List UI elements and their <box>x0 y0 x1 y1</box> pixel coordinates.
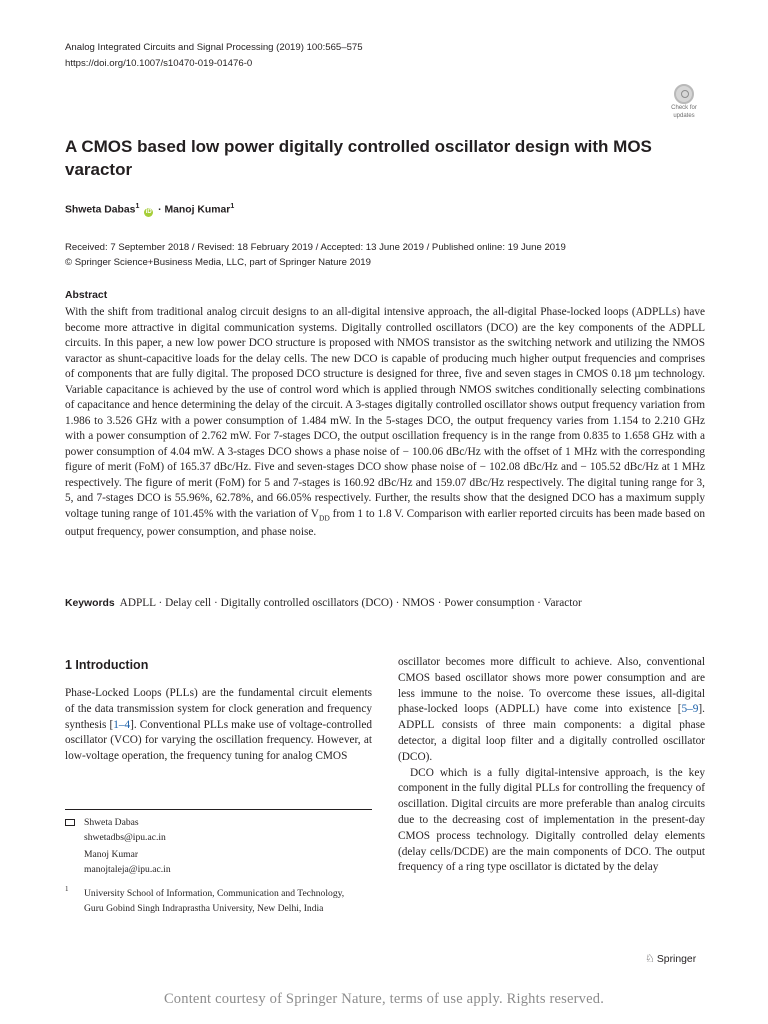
footnote-rule <box>65 809 372 810</box>
paper-title: A CMOS based low power digitally controlled oscillator design with MOS varactor <box>65 137 652 179</box>
author-separator: · <box>158 204 162 216</box>
paragraph-text: ]. ADPLL consists of three main components: a digital phase detector, a digital loop filter and a digitally controlled oscillator (DCO). <box>398 703 705 763</box>
article-history <box>65 240 566 270</box>
abstract-heading: Abstract <box>65 290 108 301</box>
citation-link[interactable]: 1–4 <box>113 718 131 731</box>
author-affil-sup: 1 <box>230 203 235 210</box>
envelope-icon <box>65 819 75 826</box>
intro-paragraph: DCO which is a fully digital-intensive approach, is the key component in the fully digital PLLs for controlling the frequency of oscillation. Digital circuits are more preferable than analog circuits due to the decreasing cost of implementation in the present-day CMOS process technology. Digitally controlled delay elements (delay cells/DCDE) are the main components of DCO. The output frequency of a ring type oscillator is dictated by the delay <box>398 766 705 874</box>
check-updates-icon <box>674 84 694 104</box>
keywords-label: Keywords <box>65 598 115 609</box>
keywords-list: ADPLL · Delay cell · Digitally controlled oscillators (DCO) · NMOS · Power consumption · Varactor <box>119 597 582 609</box>
footnote-author2 <box>84 847 171 877</box>
check-updates-line1: Check for <box>671 105 697 111</box>
intro-paragraph <box>398 655 705 766</box>
springer-horse-icon: ♘ <box>645 953 655 965</box>
affiliation-number: 1 <box>65 885 69 893</box>
footnote-email[interactable]: shwetadbs@ipu.ac.in <box>84 832 166 843</box>
orcid-icon[interactable]: iD <box>145 209 152 216</box>
vdd-subscript: DD <box>318 512 330 522</box>
author-list <box>65 203 234 217</box>
author-affil-sup: 1 <box>135 203 140 210</box>
footnote-author1 <box>84 815 166 845</box>
paragraph-text: ]. Conventional PLLs make use of voltage-controlled oscillator (VCO) for varying the oscillation frequency. However, at low-voltage operation, the frequency tuning for analog CMOS <box>65 718 372 763</box>
courtesy-watermark: Content courtesy of Springer Nature, terms of use apply. Rights reserved. <box>163 991 605 1007</box>
footnote-author-name: Manoj Kumar <box>84 849 139 860</box>
author-name[interactable]: Manoj Kumar <box>164 204 231 216</box>
abstract-body-end: from 1 to 1.8 V. Comparison with earlier reported circuits has been made based on output frequency, power consumption, and phase noise. <box>65 507 705 539</box>
journal-citation: Analog Integrated Circuits and Signal Processing (2019) 100:565–575 <box>65 42 363 53</box>
abstract-body: With the shift from traditional analog circuit designs to an all-digital intensive approach, the all-digital Phase-locked loops (ADPLLs) have become more attractive in digital communication systems. Digitally controlled oscillators (DCO) are the key components of the ADPLL circuits. In this paper, a new low power DCO structure is proposed with NMOS transistor as the switching network and utilizing the NMOS varactor as shunt-capacitive loads for the delay cells. The new DCO is capable of producing much higher output frequencies and comprises of components that are fully digital. The proposed DCO structure is designed for three, five and seven stages in CMOS 0.18 µm technology. Variable capacitance is achieved by the use of control word which is applied through NMOS switches conditionally selecting combinations of capacitance and hence determining the delay of the circuit. A 3-stages digitally controlled oscillator shows output frequency variation from 1.986 to 3.526 GHz with a power consumption of 1.484 mW. In the 5-stages DCO, the output frequency varies from 1.154 to 2.210 GHz with a power consumption of 2.762 mW. For 7-stages DCO, the output oscillation frequency is in the range from 0.835 to 1.658 GHz with a power consumption of 4.04 mW. A 3-stages DCO shows a phase noise of − 100.06 dBc/Hz with the offset of 1 MHz with the corresponding figure of merit (FoM) of 165.37 dBc/Hz. Five and seven-stages DCO show phase noise of − 102.08 dBc/Hz and − 105.52 dBc/Hz at 1 MHz respectively. The figure of merit (FoM) for 5 and 7-stages is 160.92 dBc/Hz and 159.07 dBc/Hz respectively. The digital tuning range for 3, 5, and 7-stages DCO is 55.96%, 62.78%, and 66.05% respectively. Further, the results show that the designed DCO has a maximum supply voltage tuning range of 101.45% with the variation of V <box>65 306 705 520</box>
author-name[interactable]: Shweta Dabas <box>65 204 136 216</box>
paragraph-text: oscillator becomes more difficult to achieve. Also, conventional CMOS based oscillator shows more power consumption and are less immune to the noise. To overcome these issues, all-digital phase-locked loops (ADPLL) have come into existence [ <box>398 656 705 716</box>
keywords <box>65 597 715 609</box>
intro-column-right <box>398 655 705 876</box>
received-dates: Received: 7 September 2018 / Revised: 18 February 2019 / Accepted: 13 June 2019 / Published online: 19 June 2019 <box>65 242 566 253</box>
paragraph-text: Phase-Locked Loops (PLLs) are the fundamental circuit elements of the data transmission system for clock generation and frequency synthesis [ <box>65 687 372 731</box>
publisher-logo <box>645 952 696 965</box>
footnote-email[interactable]: manojtaleja@ipu.ac.in <box>84 864 171 875</box>
check-for-updates-badge[interactable] <box>664 84 704 124</box>
citation-link[interactable]: 5–9 <box>681 703 699 716</box>
abstract-text <box>65 305 705 541</box>
publisher-name: Springer <box>656 954 697 965</box>
check-updates-line2: updates <box>673 113 695 119</box>
copyright-line: © Springer Science+Business Media, LLC, part of Springer Nature 2019 <box>65 257 371 268</box>
affiliation-text: University School of Information, Communication and Technology, Guru Gobind Singh Indraprastha University, New Delhi, India <box>84 888 345 914</box>
intro-column-left <box>65 686 372 765</box>
section-heading: 1 Introduction <box>65 658 149 672</box>
doi-link[interactable]: https://doi.org/10.1007/s10470-019-01476-0 <box>65 58 253 69</box>
intro-paragraph <box>65 686 372 765</box>
footnote-author-name: Shweta Dabas <box>84 817 139 828</box>
journal-header <box>65 40 363 72</box>
